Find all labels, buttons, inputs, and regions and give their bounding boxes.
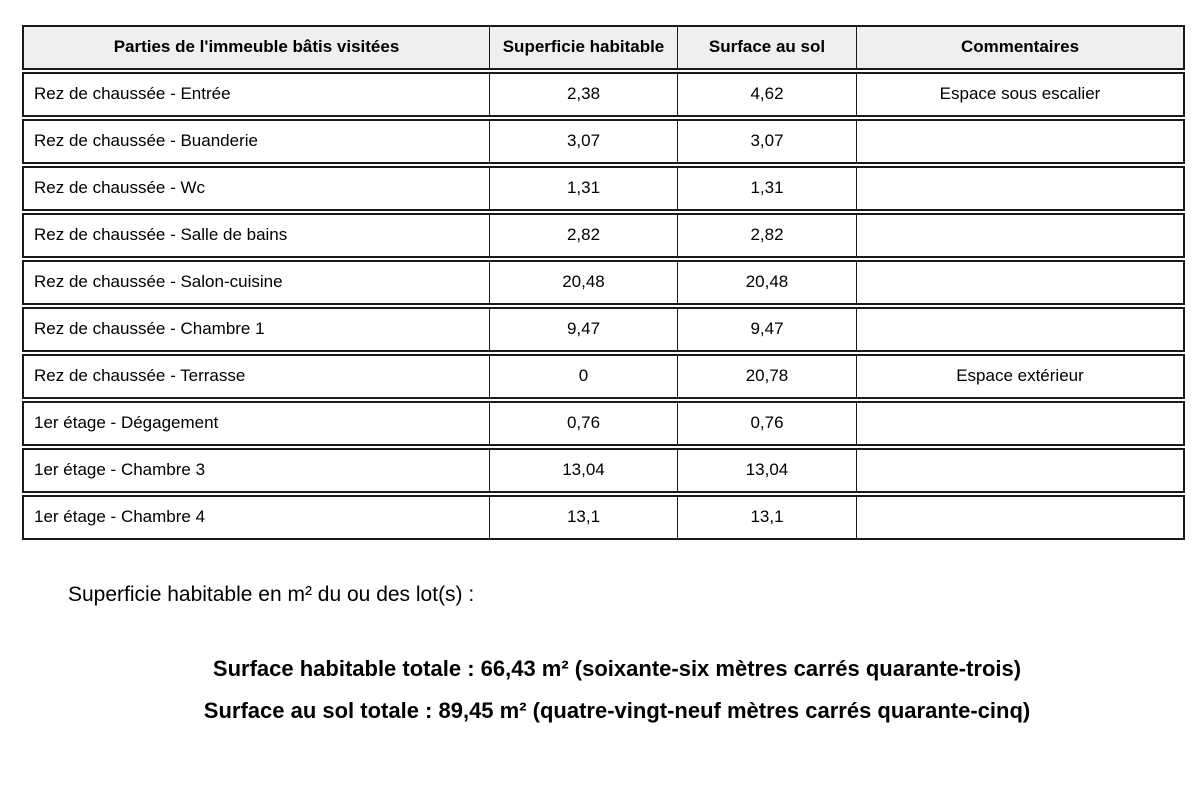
cell-commentaire — [857, 450, 1183, 491]
cell-superficie: 0,76 — [490, 403, 678, 444]
cell-surface-sol: 20,48 — [678, 262, 857, 303]
cell-partie: Rez de chaussée - Salon-cuisine — [24, 262, 490, 303]
cell-superficie: 2,38 — [490, 74, 678, 115]
total-surface-habitable-text: Surface habitable totale : 66,43 m² (soixante-six mètres carrés quarante-trois) — [212, 656, 1022, 681]
table-row — [22, 260, 1185, 305]
cell-partie: Rez de chaussée - Terrasse — [24, 356, 490, 397]
surface-measurement-table — [22, 25, 1185, 542]
cell-commentaire: Espace extérieur — [956, 366, 1084, 386]
cell-partie: Rez de chaussée - Entrée — [24, 74, 490, 115]
cell-superficie: 0 — [490, 356, 678, 397]
table-header-row — [22, 25, 1185, 70]
table-row — [22, 166, 1185, 211]
cell-commentaire — [857, 497, 1183, 538]
table-row — [22, 495, 1185, 540]
cell-surface-sol: 0,76 — [678, 403, 857, 444]
cell-superficie: 13,1 — [490, 497, 678, 538]
cell-surface-sol: 1,31 — [678, 168, 857, 209]
cell-surface-sol: 13,04 — [678, 450, 857, 491]
cell-surface-sol: 4,62 — [678, 74, 857, 115]
totals-block — [34, 648, 1200, 732]
table-row — [22, 401, 1185, 446]
table-row — [22, 354, 1185, 399]
cell-commentaire — [857, 403, 1183, 444]
cell-superficie: 1,31 — [490, 168, 678, 209]
cell-surface-sol: 3,07 — [678, 121, 857, 162]
cell-partie: 1er étage - Chambre 4 — [24, 497, 490, 538]
cell-partie: Rez de chaussée - Chambre 1 — [24, 309, 490, 350]
header-cell-commentaires: Commentaires — [960, 37, 1080, 57]
table-row — [22, 307, 1185, 352]
header-cell-superficie-habitable: Superficie habitable — [490, 27, 678, 68]
cell-partie: Rez de chaussée - Buanderie — [24, 121, 490, 162]
table-row — [22, 213, 1185, 258]
cell-superficie: 3,07 — [490, 121, 678, 162]
cell-surface-sol: 13,1 — [678, 497, 857, 538]
table-row — [22, 119, 1185, 164]
total-surface-au-sol-text: Surface au sol totale : 89,45 m² (quatre-vingt-neuf mètres carrés quarante-cinq) — [203, 698, 1031, 723]
header-cell-parties: Parties de l'immeuble bâtis visitées — [24, 27, 490, 68]
cell-commentaire — [857, 262, 1183, 303]
superficie-habitable-intro-text: Superficie habitable en m² du ou des lot(s) : — [68, 583, 475, 606]
cell-surface-sol: 2,82 — [678, 215, 857, 256]
cell-superficie: 13,04 — [490, 450, 678, 491]
cell-superficie: 2,82 — [490, 215, 678, 256]
cell-superficie: 20,48 — [490, 262, 678, 303]
cell-surface-sol: 20,78 — [678, 356, 857, 397]
cell-commentaire: Espace sous escalier — [939, 84, 1101, 104]
cell-partie: Rez de chaussée - Wc — [24, 168, 490, 209]
cell-commentaire — [857, 121, 1183, 162]
cell-commentaire — [857, 168, 1183, 209]
cell-partie: Rez de chaussée - Salle de bains — [24, 215, 490, 256]
cell-superficie: 9,47 — [490, 309, 678, 350]
cell-partie: 1er étage - Dégagement — [24, 403, 490, 444]
cell-partie: 1er étage - Chambre 3 — [24, 450, 490, 491]
header-cell-surface-au-sol: Surface au sol — [678, 27, 857, 68]
table-row — [22, 72, 1185, 117]
cell-commentaire — [857, 215, 1183, 256]
cell-surface-sol: 9,47 — [678, 309, 857, 350]
table-row — [22, 448, 1185, 493]
cell-commentaire — [857, 309, 1183, 350]
